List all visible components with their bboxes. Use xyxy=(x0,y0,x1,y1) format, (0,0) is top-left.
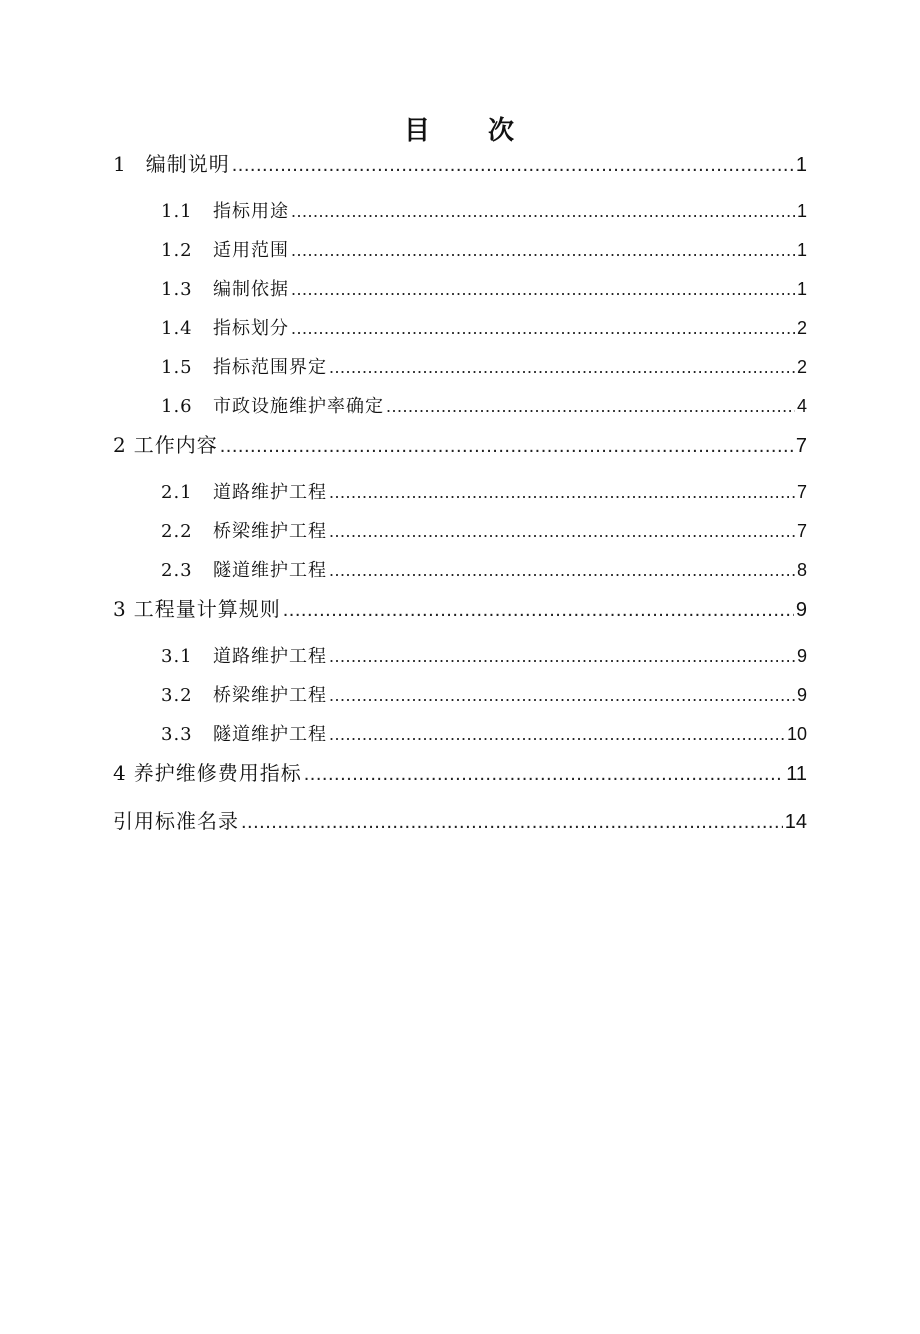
toc-entry-label: 养护维修费用指标 xyxy=(133,761,302,785)
toc-page-number: 1 xyxy=(796,240,807,260)
toc-dot-leader xyxy=(291,274,795,304)
toc-page-number: 2 xyxy=(796,357,807,377)
toc-page-number: 8 xyxy=(796,560,807,580)
toc-entry-3-2[interactable] xyxy=(161,680,807,710)
toc-entry-label: 桥梁维护工程 xyxy=(213,521,327,542)
toc-page-number: 1 xyxy=(795,154,807,176)
toc-page-number: 10 xyxy=(786,724,807,744)
toc-page-number: 7 xyxy=(795,435,807,457)
toc-dot-leader xyxy=(329,555,795,585)
toc-entry-label: 指标范围界定 xyxy=(213,357,327,378)
toc-entry-label: 道路维护工程 xyxy=(213,482,327,503)
toc-entry-3-3[interactable] xyxy=(161,719,807,749)
toc-dot-leader xyxy=(283,595,794,625)
toc-entry-number: 1.3 xyxy=(161,279,193,300)
toc-entry-number: 3.2 xyxy=(161,685,193,706)
toc-entry-number: 1.6 xyxy=(161,396,193,417)
toc-entry-1-5[interactable] xyxy=(161,352,807,382)
toc-dot-leader xyxy=(220,431,794,461)
toc-entry-number: 3.3 xyxy=(161,724,193,745)
toc-entry-label: 引用标准名录 xyxy=(113,809,239,833)
toc-page-number: 4 xyxy=(796,396,807,416)
toc-entry-label: 编制依据 xyxy=(213,279,289,300)
toc-entry-label: 指标用途 xyxy=(213,201,289,222)
toc-page-number: 9 xyxy=(796,685,807,705)
toc-page-number: 7 xyxy=(796,482,807,502)
toc-entry-number: 1 xyxy=(113,152,126,176)
toc-entry-3[interactable] xyxy=(113,594,807,624)
toc-entry-label: 隧道维护工程 xyxy=(213,724,327,745)
toc-title-char-1: 目 xyxy=(403,116,432,146)
toc-entry-number: 3.1 xyxy=(161,646,193,667)
toc-page-number: 9 xyxy=(796,646,807,666)
toc-page-number: 2 xyxy=(796,318,807,338)
toc-entry-2-2[interactable] xyxy=(161,516,807,546)
toc-page-number: 7 xyxy=(796,521,807,541)
toc-entry-1-1[interactable] xyxy=(161,196,807,226)
toc-entry-number: 1.4 xyxy=(161,318,193,339)
toc-page-number: 9 xyxy=(795,599,807,621)
toc-entry-label: 适用范围 xyxy=(213,240,289,261)
toc-entry-label: 工作内容 xyxy=(133,433,218,457)
toc-dot-leader xyxy=(291,235,795,265)
toc-entry-1-2[interactable] xyxy=(161,235,807,265)
toc-entry-2-3[interactable] xyxy=(161,555,807,585)
toc-entry-number: 1.2 xyxy=(161,240,193,261)
toc-dot-leader xyxy=(329,680,795,710)
toc-dot-leader xyxy=(291,313,795,343)
toc-dot-leader xyxy=(291,196,795,226)
toc-dot-leader xyxy=(241,807,783,837)
toc-page-number: 1 xyxy=(796,201,807,221)
toc-entry-1-6[interactable] xyxy=(161,391,807,421)
toc-entry-number: 2.1 xyxy=(161,482,193,503)
toc-entry-2-1[interactable] xyxy=(161,477,807,507)
toc-entry-1[interactable] xyxy=(113,149,807,179)
toc-entry-label: 市政设施维护率确定 xyxy=(213,396,384,417)
toc-dot-leader xyxy=(329,516,795,546)
toc-entry-label: 道路维护工程 xyxy=(213,646,327,667)
toc-entry-number: 4 xyxy=(113,761,126,785)
toc-dot-leader xyxy=(232,150,794,180)
toc-entry-1-3[interactable] xyxy=(161,274,807,304)
toc-entry-4[interactable] xyxy=(113,758,807,788)
toc-entry-number: 1.5 xyxy=(161,357,193,378)
toc-dot-leader xyxy=(386,391,795,421)
toc-dot-leader xyxy=(329,641,795,671)
toc-entry-label: 隧道维护工程 xyxy=(213,560,327,581)
toc-entry-label: 编制说明 xyxy=(145,152,230,176)
toc-entry-2[interactable] xyxy=(113,430,807,460)
toc-title-char-2: 次 xyxy=(488,116,517,146)
toc-dot-leader xyxy=(329,352,795,382)
toc-entry-3-1[interactable] xyxy=(161,641,807,671)
toc-page-number: 11 xyxy=(786,763,807,785)
toc-entry-references[interactable] xyxy=(113,806,807,836)
toc-entry-label: 工程量计算规则 xyxy=(133,597,281,621)
toc-dot-leader xyxy=(304,759,785,789)
toc-entry-number: 1.1 xyxy=(161,201,193,222)
toc-entry-number: 3 xyxy=(113,597,126,621)
toc-entry-1-4[interactable] xyxy=(161,313,807,343)
toc-entry-number: 2.3 xyxy=(161,560,193,581)
toc-entry-number: 2 xyxy=(113,433,126,457)
toc-entry-label: 指标划分 xyxy=(213,318,289,339)
toc-dot-leader xyxy=(329,477,795,507)
toc-page-number: 1 xyxy=(796,279,807,299)
toc-entry-label: 桥梁维护工程 xyxy=(213,685,327,706)
toc-entry-number: 2.2 xyxy=(161,521,193,542)
toc-page-number: 14 xyxy=(784,811,807,833)
toc-dot-leader xyxy=(329,719,785,749)
